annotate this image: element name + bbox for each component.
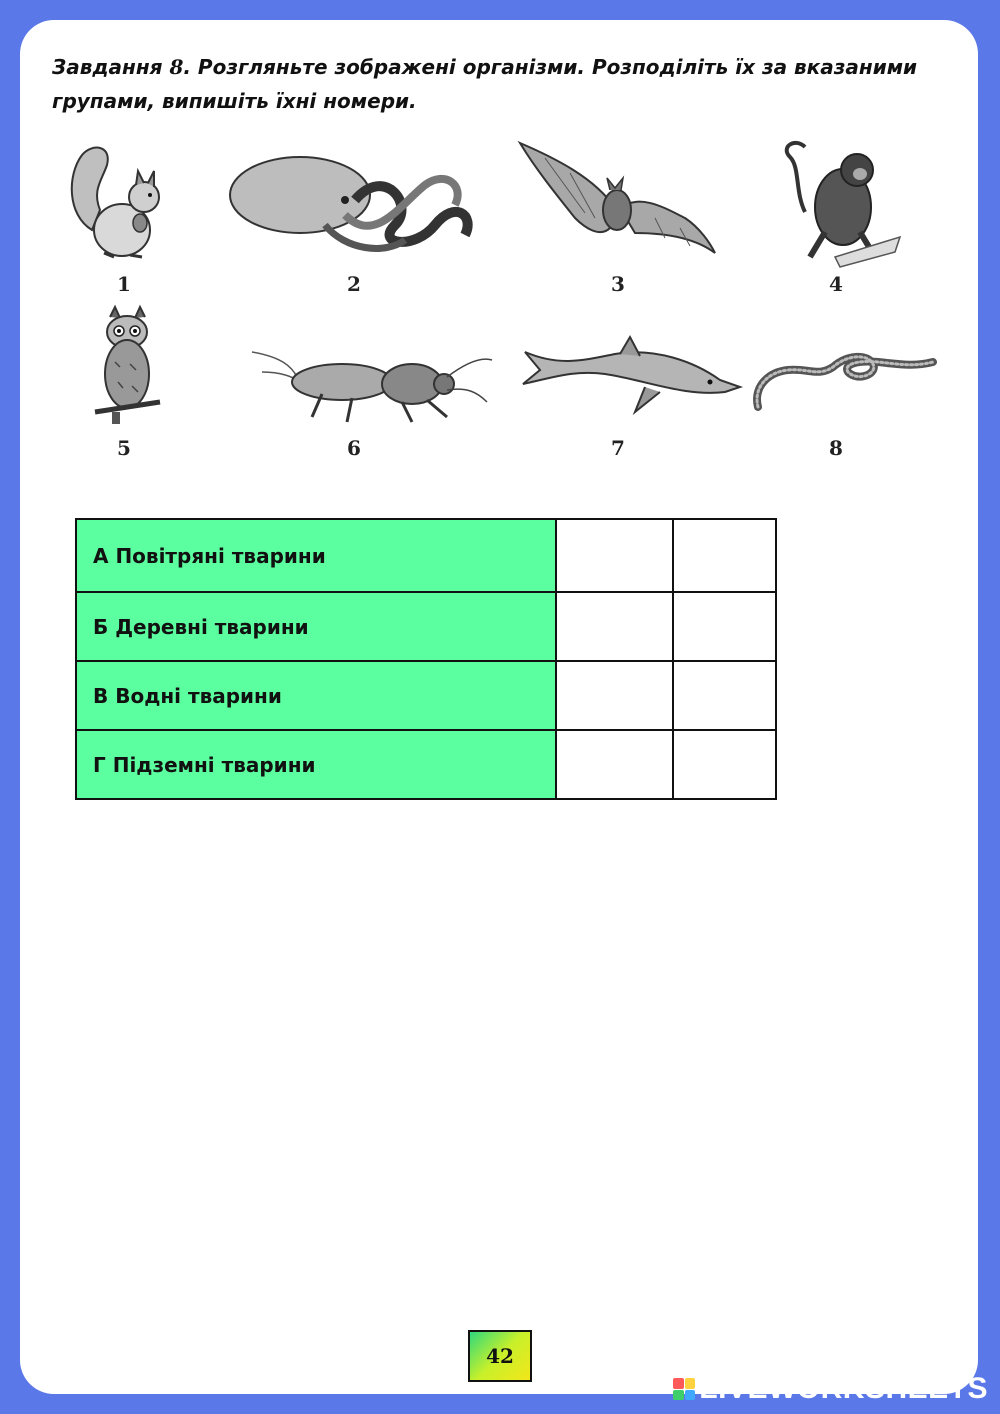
answer-cell[interactable] [673, 519, 776, 592]
answer-cell[interactable] [673, 661, 776, 730]
table-row [76, 592, 776, 661]
octopus-illustration [225, 145, 480, 260]
answer-cell[interactable] [556, 592, 673, 661]
answer-cell[interactable] [556, 519, 673, 592]
answer-cell[interactable] [673, 730, 776, 799]
answer-cell[interactable] [556, 730, 673, 799]
animal-number: 3 [611, 272, 625, 296]
group-label-air: А Повітряні тварини [76, 519, 556, 592]
task-text: . Розгляньте зображені організми. Розподіліть їх за вказаними групами, випишіть їхні номери. [52, 55, 918, 113]
worksheet [20, 20, 978, 1394]
task-prefix: Завдання [52, 55, 170, 79]
groups-table [75, 518, 777, 800]
animal-number: 6 [347, 436, 361, 460]
answer-cell[interactable] [556, 661, 673, 730]
squirrel-illustration [62, 135, 187, 270]
page-number: 42 [468, 1330, 532, 1382]
monkey-illustration [765, 132, 905, 272]
group-label-underground: Г Підземні тварини [76, 730, 556, 799]
animal-number: 2 [347, 272, 361, 296]
animal-number: 4 [829, 272, 843, 296]
table-row [76, 730, 776, 799]
task-number: 8 [169, 55, 184, 79]
owl-illustration [90, 302, 165, 432]
earthworm-illustration [748, 332, 938, 417]
mole-cricket-illustration [232, 332, 497, 432]
animal-number: 5 [117, 436, 131, 460]
task-instruction [52, 50, 957, 118]
bat-illustration [515, 138, 720, 258]
group-label-tree: Б Деревні тварини [76, 592, 556, 661]
table-row [76, 519, 776, 592]
liveworksheets-logo-icon [673, 1378, 695, 1400]
table-row [76, 661, 776, 730]
group-label-water: В Водні тварини [76, 661, 556, 730]
brand-name: LIVEWORKSHEETS [699, 1372, 988, 1405]
answer-cell[interactable] [673, 592, 776, 661]
animal-number: 1 [117, 272, 131, 296]
animal-number: 7 [611, 436, 625, 460]
dolphin-illustration [515, 332, 745, 427]
liveworksheets-brand [673, 1372, 988, 1406]
animal-number: 8 [829, 436, 843, 460]
